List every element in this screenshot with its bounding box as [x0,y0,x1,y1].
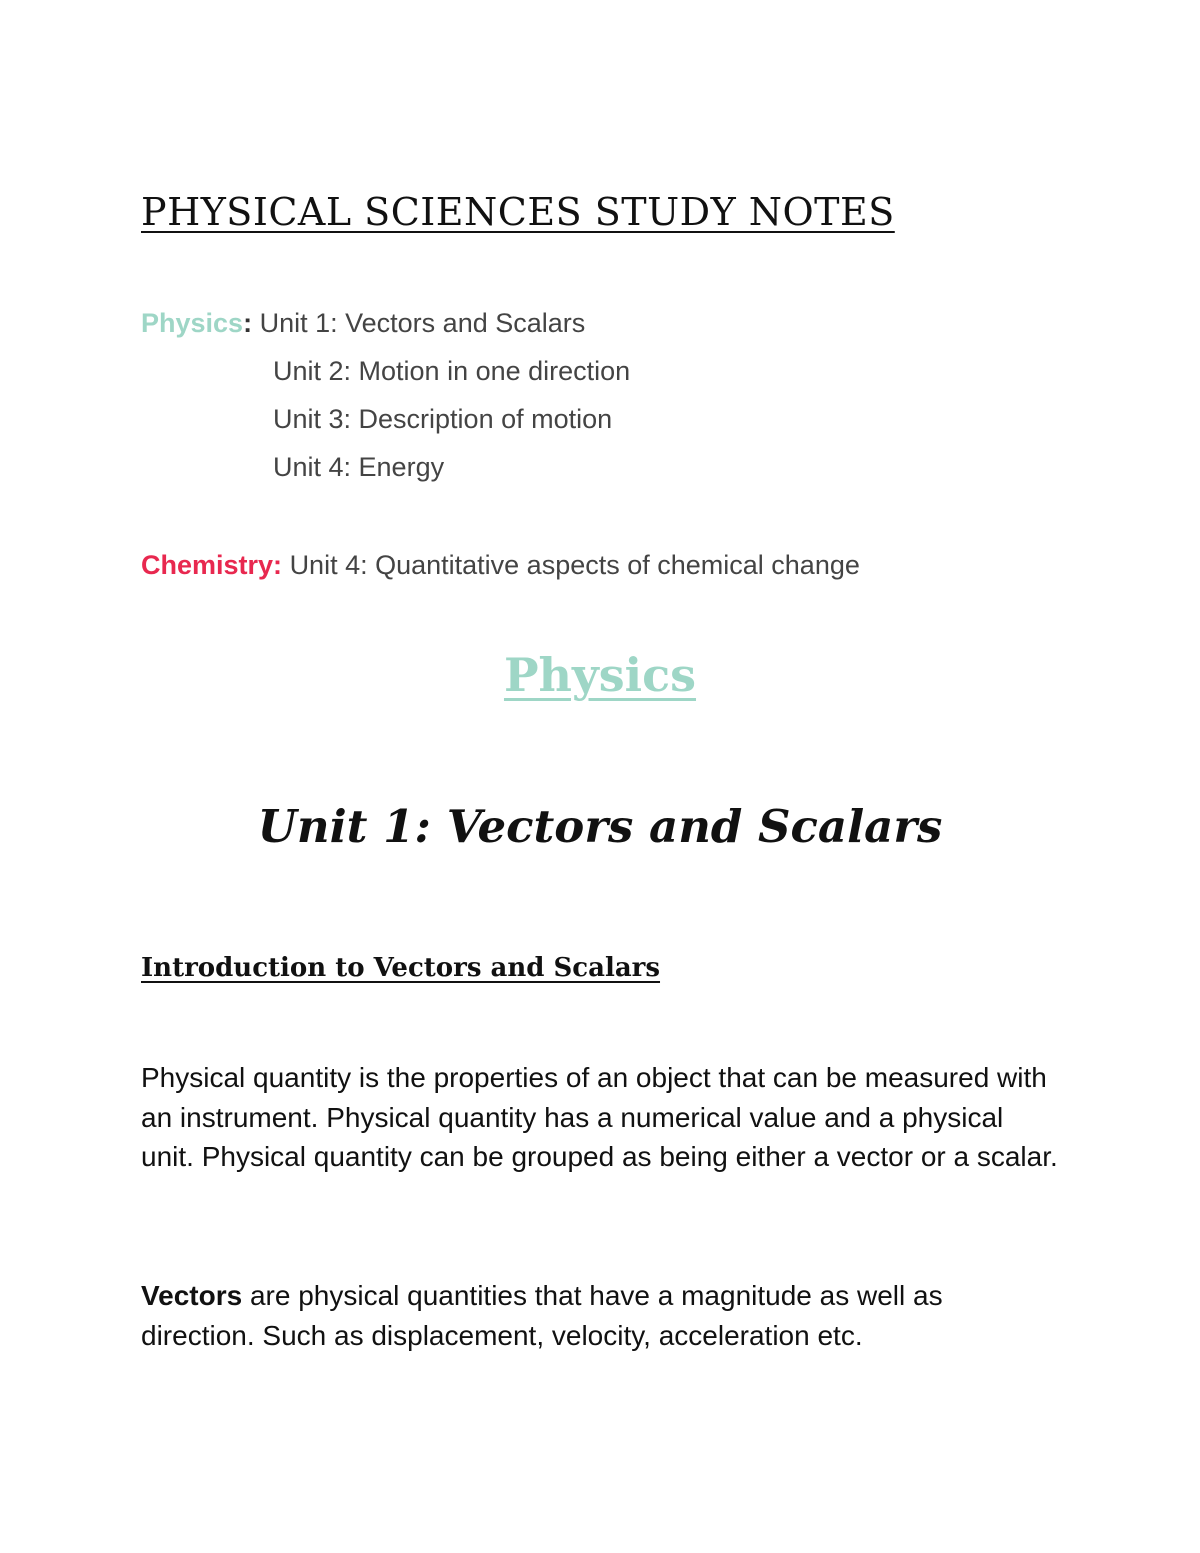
toc-physics-unit-4: Unit 4: Energy [273,452,445,482]
toc-chemistry-unit-4: Unit 4: Quantitative aspects of chemical change [289,550,860,580]
toc-chemistry-colon: : [273,550,283,580]
section-heading-physics: Physics [503,648,697,702]
toc-physics-line [141,308,585,339]
toc-physics-unit-3: Unit 3: Description of motion [273,404,613,434]
vectors-paragraph [141,1276,1061,1355]
vectors-definition: are physical quantities that have a magnitude as well as direction. Such as displacement, velocity, acceleration etc. [141,1280,943,1351]
document-title: PHYSICAL SCIENCES STUDY NOTES [141,190,895,234]
toc-physics-unit-2: Unit 2: Motion in one direction [273,356,631,386]
toc-physics-colon: : [243,308,253,338]
vectors-term: Vectors [141,1280,243,1311]
intro-paragraph: Physical quantity is the properties of an object that can be measured with an instrument. Physical quantity has a numerical value and a physical unit. Physical quantity can be grouped as being either a vector or a scalar. [141,1062,1058,1172]
toc-physics-unit-1: Unit 1: Vectors and Scalars [259,308,586,338]
unit-heading: Unit 1: Vectors and Scalars [257,800,943,853]
toc-chemistry-line [141,550,860,581]
toc-chemistry-label: Chemistry [141,550,274,580]
toc-physics-label: Physics [141,308,244,338]
intro-subheading: Introduction to Vectors and Scalars [141,953,661,983]
